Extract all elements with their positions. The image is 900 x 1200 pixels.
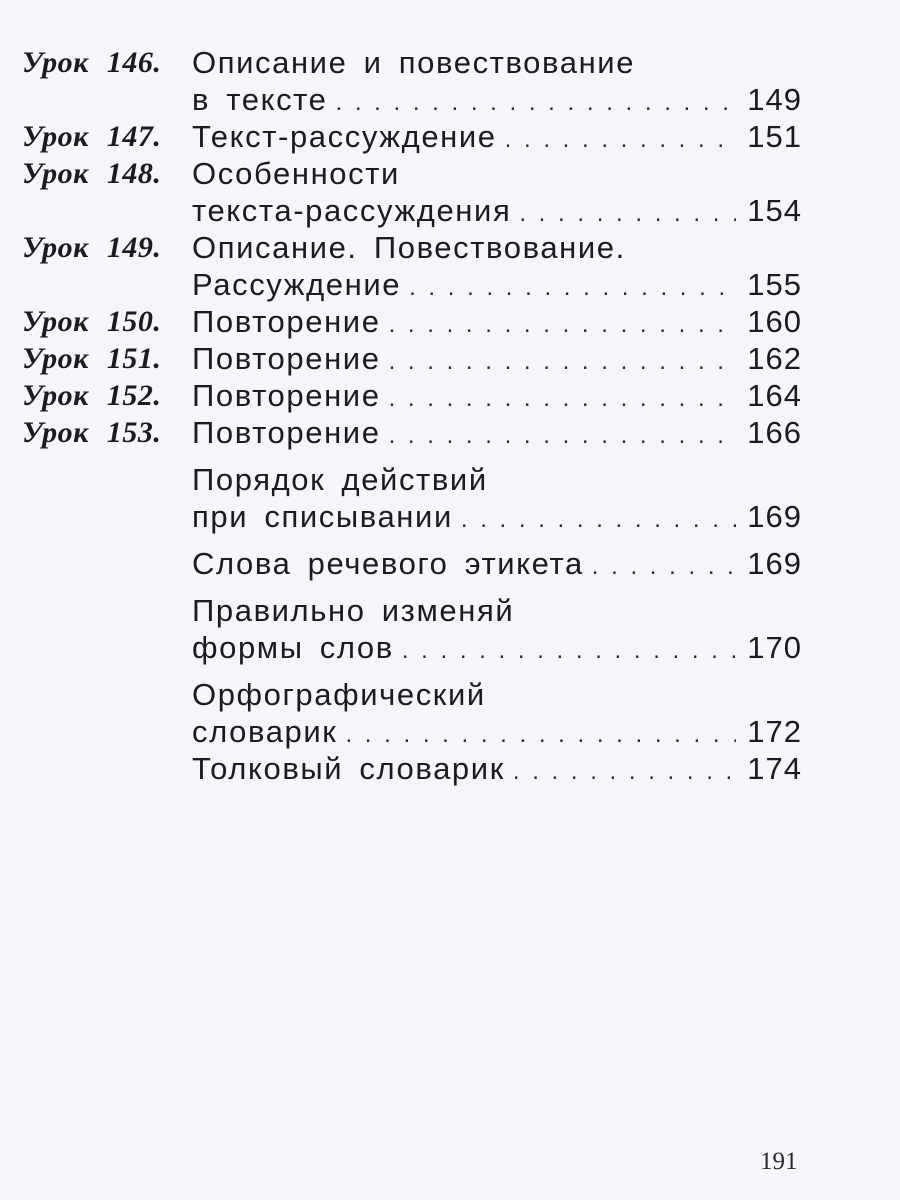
page-number: 166 xyxy=(747,415,802,450)
dot-leader xyxy=(389,310,736,340)
lesson-label: Урок 146. xyxy=(22,46,162,79)
entry-title: в тексте xyxy=(192,82,328,117)
entry-title: Повторение xyxy=(192,415,381,450)
dot-leader xyxy=(592,552,736,582)
toc-appendix-3-line-2 xyxy=(22,629,802,666)
toc-appendix-4-line-1 xyxy=(22,676,802,713)
dot-leader xyxy=(389,421,736,451)
toc-appendix-2 xyxy=(22,545,802,582)
page-number: 164 xyxy=(747,378,802,413)
entry-title: Орфографический xyxy=(192,677,486,712)
dot-leader xyxy=(402,636,736,666)
lesson-label: Урок 150. xyxy=(22,305,162,338)
page-number: 174 xyxy=(747,751,802,786)
page-number: 155 xyxy=(747,267,802,302)
entry-title: Особенности xyxy=(192,156,400,191)
dot-leader xyxy=(519,199,736,229)
page-number: 169 xyxy=(747,546,802,581)
toc-entry-149-line-2 xyxy=(22,266,802,303)
toc-appendix-4-line-2 xyxy=(22,713,802,750)
entry-title: Слова речевого этикета xyxy=(192,546,584,581)
table-of-contents xyxy=(22,44,802,787)
dot-leader xyxy=(335,88,736,118)
entry-title: Порядок действий xyxy=(192,462,488,497)
toc-entry-146-line-1 xyxy=(22,44,802,81)
toc-entry-150 xyxy=(22,303,802,340)
dot-leader xyxy=(345,720,736,750)
toc-entry-146-line-2 xyxy=(22,81,802,118)
toc-entry-148-line-1 xyxy=(22,155,802,192)
entry-title: Правильно изменяй xyxy=(192,593,515,628)
toc-entry-153 xyxy=(22,414,802,451)
dot-leader xyxy=(461,505,736,535)
entry-title: словарик xyxy=(192,714,338,749)
toc-appendix-1-line-2 xyxy=(22,498,802,535)
entry-title: Рассуждение xyxy=(192,267,402,302)
page-number: 169 xyxy=(747,499,802,534)
dot-leader xyxy=(389,347,736,377)
entry-title: текста-рассуждения xyxy=(192,193,512,228)
entry-title: Описание. Повествование. xyxy=(192,230,626,265)
entry-title: формы слов xyxy=(192,630,394,665)
dot-leader xyxy=(409,273,736,303)
page-number: 160 xyxy=(747,304,802,339)
entry-title: Повторение xyxy=(192,378,381,413)
lesson-label: Урок 151. xyxy=(22,342,162,375)
entry-title: при списывании xyxy=(192,499,453,534)
entry-title: Повторение xyxy=(192,304,381,339)
toc-entry-152 xyxy=(22,377,802,414)
dot-leader xyxy=(505,125,736,155)
toc-entry-151 xyxy=(22,340,802,377)
footer-page-number: 191 xyxy=(760,1148,798,1175)
entry-title: Повторение xyxy=(192,341,381,376)
toc-entry-149-line-1 xyxy=(22,229,802,266)
entry-title: Текст-рассуждение xyxy=(192,119,497,154)
toc-entry-147 xyxy=(22,118,802,155)
toc-appendix-3-line-1 xyxy=(22,592,802,629)
entry-title: Описание и повествование xyxy=(192,45,636,80)
dot-leader xyxy=(513,757,736,787)
page-number: 154 xyxy=(747,193,802,228)
page-number: 172 xyxy=(747,714,802,749)
lesson-label: Урок 149. xyxy=(22,231,162,264)
page-number: 170 xyxy=(747,630,802,665)
lesson-label: Урок 147. xyxy=(22,120,162,153)
toc-entry-148-line-2 xyxy=(22,192,802,229)
dot-leader xyxy=(389,384,736,414)
page-number: 151 xyxy=(747,119,802,154)
lesson-label: Урок 153. xyxy=(22,416,162,449)
toc-appendix-1-line-1 xyxy=(22,461,802,498)
lesson-label: Урок 148. xyxy=(22,157,162,190)
toc-appendix-5 xyxy=(22,750,802,787)
page-number: 162 xyxy=(747,341,802,376)
page-number: 149 xyxy=(747,82,802,117)
lesson-label: Урок 152. xyxy=(22,379,162,412)
entry-title: Толковый словарик xyxy=(192,751,505,786)
